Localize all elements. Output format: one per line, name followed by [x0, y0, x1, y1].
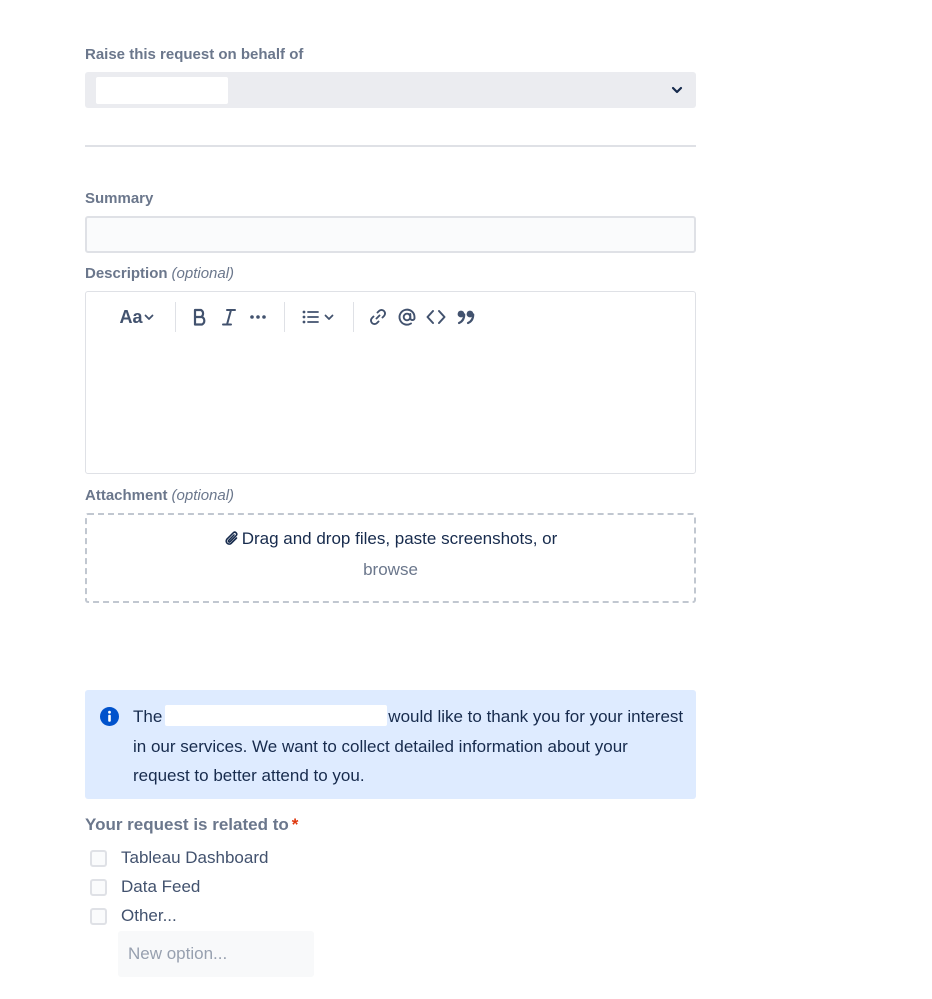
toolbar-separator: [284, 302, 285, 332]
related-label-text: Your request is related to: [85, 815, 289, 834]
text-style-label: Aa: [119, 306, 143, 327]
text-style-button[interactable]: [116, 302, 158, 332]
link-button[interactable]: [365, 302, 391, 332]
option-tableau-dashboard[interactable]: [90, 847, 268, 869]
behalf-select[interactable]: [85, 72, 696, 108]
required-marker: *: [291, 815, 299, 834]
info-text-after: would like to thank you for your interest in our services. We want to collect detailed information about your request to better attend to you.: [133, 707, 684, 785]
option-label: Tableau Dashboard: [121, 848, 269, 867]
behalf-label: Raise this request on behalf of: [85, 46, 304, 63]
bold-button[interactable]: [187, 302, 213, 332]
italic-button[interactable]: [216, 302, 242, 332]
option-data-feed[interactable]: [90, 876, 200, 898]
italic-icon: [221, 308, 237, 326]
link-icon: [369, 308, 387, 326]
dropzone-text: Drag and drop files, paste screenshots, or: [241, 529, 558, 548]
checkbox[interactable]: [90, 879, 107, 896]
more-formatting-button[interactable]: [245, 302, 271, 332]
attachment-label: [85, 487, 234, 504]
option-label: Data Feed: [121, 877, 201, 896]
editor-toolbar: [86, 302, 695, 332]
mention-icon: [397, 307, 417, 327]
bullet-list-icon: [302, 310, 320, 324]
quote-icon: [456, 308, 476, 326]
attachment-dropzone[interactable]: [85, 513, 696, 603]
quote-button[interactable]: [453, 302, 479, 332]
new-option-input[interactable]: [118, 931, 314, 977]
toolbar-separator: [175, 302, 176, 332]
bold-icon: [192, 308, 208, 326]
option-other[interactable]: [90, 905, 177, 927]
checkbox[interactable]: [90, 850, 107, 867]
description-text-area[interactable]: [86, 340, 695, 470]
list-button[interactable]: [298, 302, 338, 332]
summary-label: Summary: [85, 190, 154, 207]
browse-link[interactable]: browse: [363, 560, 418, 579]
paperclip-icon: [224, 530, 240, 548]
description-label: [85, 265, 234, 282]
chevron-down-icon: [668, 81, 686, 99]
summary-input[interactable]: [85, 216, 696, 253]
description-label-text: Description: [85, 265, 168, 282]
optional-marker: (optional): [171, 487, 235, 504]
info-panel: [85, 690, 696, 799]
info-text-before: The: [133, 707, 163, 726]
chevron-down-icon: [323, 311, 335, 323]
description-editor[interactable]: [85, 291, 696, 474]
redacted-user-value: [96, 77, 228, 104]
checkbox[interactable]: [90, 908, 107, 925]
optional-marker: (optional): [171, 265, 235, 282]
option-label: Other...: [121, 906, 177, 925]
toolbar-separator: [353, 302, 354, 332]
section-divider: [85, 145, 696, 147]
info-text: [133, 702, 685, 791]
redacted-organization-name: [165, 705, 387, 726]
related-label: [85, 815, 298, 835]
code-button[interactable]: [423, 302, 449, 332]
chevron-down-icon: [143, 311, 155, 323]
attachment-label-text: Attachment: [85, 487, 168, 504]
more-icon: [249, 314, 267, 320]
mention-button[interactable]: [394, 302, 420, 332]
code-icon: [426, 309, 446, 325]
dropzone-line: [87, 529, 694, 549]
info-icon: [99, 706, 120, 727]
